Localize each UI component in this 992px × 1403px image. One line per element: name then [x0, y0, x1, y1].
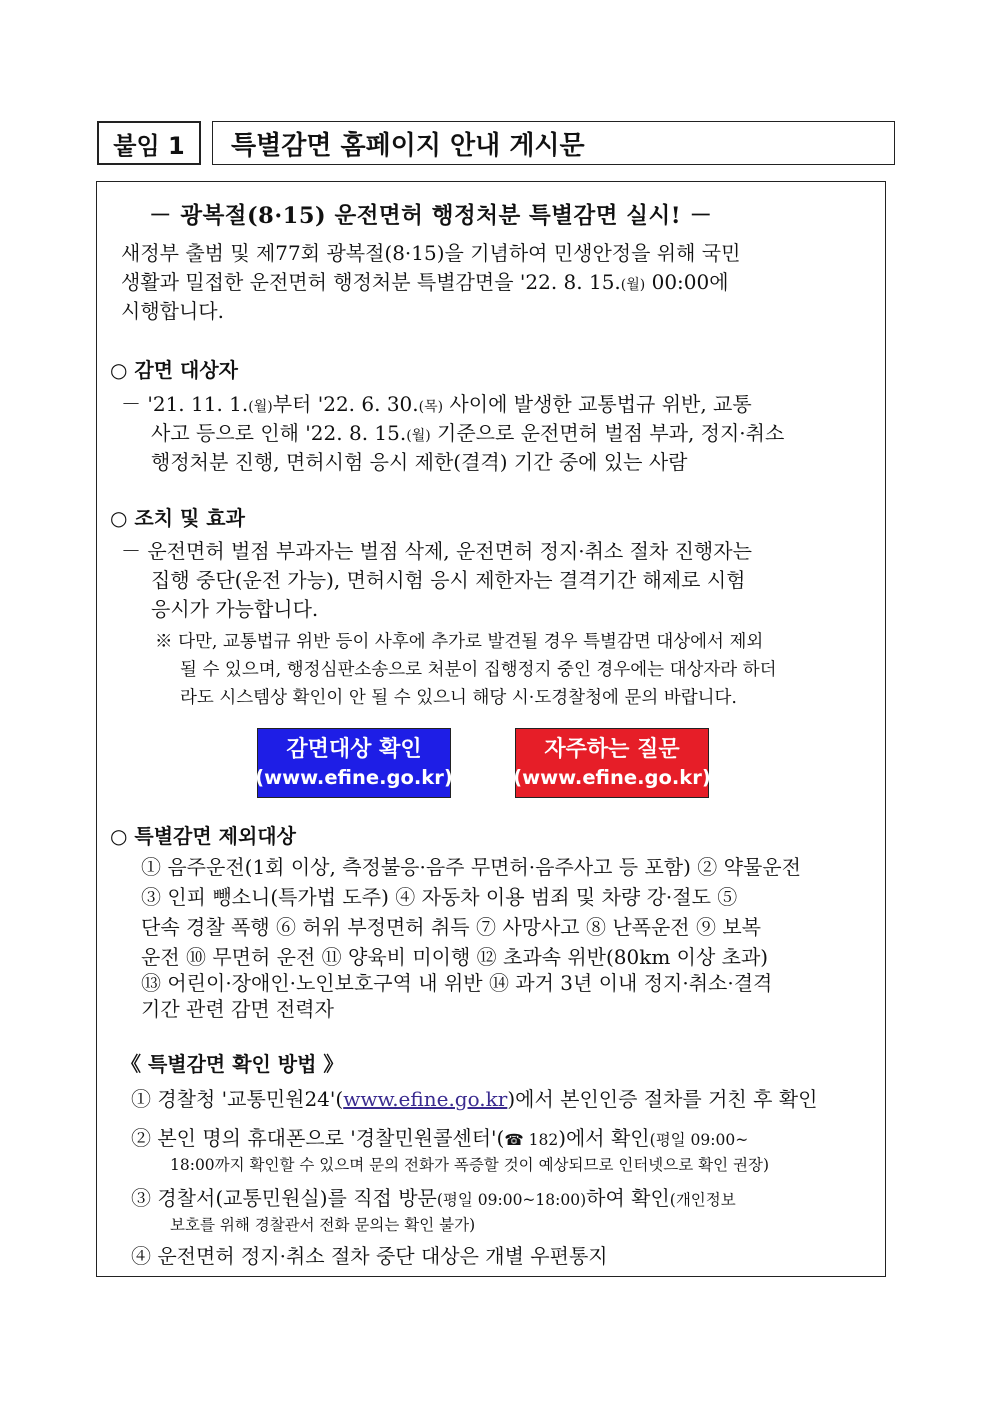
targets-line-2-text: 사고 등으로 인해 '22. 8. 15. [151, 421, 407, 445]
effects-line-2: 집행 중단(운전 가능), 면허시험 응시 제한자는 결격기간 해제로 시험 [151, 568, 746, 592]
intro-time: 00:00에 [645, 270, 729, 294]
faq-button[interactable] [515, 728, 709, 798]
check-method-2 [131, 1124, 748, 1155]
section-heading-targets: ○ 감면 대상자 [110, 358, 238, 382]
check-method-3-note: 보호를 위해 경찰관서 전화 문의는 확인 불가) [170, 1216, 476, 1234]
targets-weekday-2: (목) [418, 399, 444, 415]
intro-weekday: (월) [620, 277, 646, 293]
faq-url: (www.efine.go.kr) [513, 765, 711, 789]
effects-line-3: 응시가 가능합니다. [151, 597, 319, 621]
section-heading-how-to-check: 《 특별감면 확인 방법 》 [121, 1052, 344, 1076]
targets-line-1-rest: 사이에 발생한 교통법규 위반, 교통 [443, 392, 752, 416]
check-eligibility-button[interactable] [257, 728, 451, 798]
attachment-label: 붙임 1 [113, 131, 185, 160]
check-method-2-note: 18:00까지 확인할 수 있으며 문의 전화가 폭증할 것이 예상되므로 인터넷으로 확인 권장) [170, 1156, 770, 1174]
check-method-1 [131, 1085, 817, 1114]
title-text: 특별감면 홈페이지 안내 게시문 [231, 130, 585, 161]
check-method-3-text: ③ 경찰서(교통민원실)를 직접 방문 [131, 1186, 437, 1210]
intro-line-2 [121, 268, 729, 300]
check-method-3-hours: (평일 09:00~18:00) [436, 1191, 587, 1209]
effects-note-line-3: 라도 시스템상 확인이 안 될 수 있으니 해당 시·도경찰청에 문의 바랍니다. [180, 688, 737, 708]
check-eligibility-label: 감면대상 확인 [286, 736, 422, 762]
check-method-4: ④ 운전면허 정지·취소 절차 중단 대상은 개별 우편통지 [131, 1244, 608, 1268]
effects-note-line-2: 될 수 있으며, 행정심판소송으로 처분이 집행정지 중인 경우에는 대상자라 하더 [180, 660, 777, 680]
effects-line-1: － 운전면허 벌점 부과자는 벌점 삭제, 운전면허 정지·취소 절차 진행자는 [121, 539, 752, 563]
headline: － 광복절(8·15) 운전면허 행정처분 특별감면 실시! － [149, 203, 713, 229]
targets-date-start: － '21. 11. 1. [121, 392, 249, 416]
intro-line-2-text: 생활과 밀접한 운전면허 행정처분 특별감면을 '22. 8. 15. [121, 270, 621, 294]
page-title [212, 121, 895, 165]
exclusions-line-1: ① 음주운전(1회 이상, 측정불응·음주 무면허·음주사고 등 포함) ② 약물운전 [141, 855, 801, 879]
exclusions-line-4: 운전 ⑩ 무면허 운전 ⑪ 양육비 미이행 ⑫ 초과속 위반(80km 이상 초과) [141, 945, 769, 969]
targets-weekday-3: (월) [406, 428, 431, 444]
exclusions-line-6: 기간 관련 감면 전력자 [141, 997, 334, 1021]
check-method-2-rest: )에서 확인 [558, 1126, 650, 1150]
effects-note-line-1: ※ 다만, 교통법규 위반 등이 사후에 추가로 발견될 경우 특별감면 대상에서 제외 [155, 632, 764, 652]
call-center-phone: ☎ 182 [504, 1131, 559, 1149]
exclusions-line-2: ③ 인피 뺑소니(특가법 도주) ④ 자동차 이용 범죄 및 차량 강·절도 ⑤ [141, 885, 738, 909]
section-heading-effects: ○ 조치 및 효과 [110, 506, 245, 530]
targets-line-2-rest: 기준으로 운전면허 벌점 부과, 정지·취소 [430, 421, 785, 445]
check-method-3-rest: 하여 확인 [586, 1186, 670, 1210]
check-eligibility-url: (www.efine.go.kr) [255, 765, 453, 789]
exclusions-line-5: ⑬ 어린이·장애인·노인보호구역 내 위반 ⑭ 과거 3년 이내 정지·취소·결격 [141, 971, 773, 995]
targets-line-3: 행정처분 진행, 면허시험 응시 제한(결격) 기간 중에 있는 사람 [151, 450, 688, 474]
check-method-2-hours: (평일 09:00~ [649, 1131, 749, 1149]
check-method-1-rest: )에서 본인인증 절차를 거친 후 확인 [507, 1087, 818, 1111]
targets-line-2 [151, 419, 784, 451]
check-method-3 [131, 1184, 736, 1215]
targets-date-end: 부터 '22. 6. 30. [272, 392, 419, 416]
check-method-2-text: ② 본인 명의 휴대폰으로 '경찰민원콜센터'( [131, 1126, 505, 1150]
section-heading-exclusions: ○ 특별감면 제외대상 [110, 824, 296, 848]
targets-line-1 [121, 390, 752, 422]
check-method-3-note-start: (개인정보 [669, 1191, 736, 1209]
check-method-1-text: ① 경찰청 '교통민원24'( [131, 1087, 344, 1111]
intro-line-3: 시행합니다. [121, 299, 224, 323]
faq-label: 자주하는 질문 [544, 736, 680, 762]
attachment-tag [97, 121, 201, 165]
exclusions-line-3: 단속 경찰 폭행 ⑥ 허위 부정면허 취득 ⑦ 사망사고 ⑧ 난폭운전 ⑨ 보복 [141, 915, 761, 939]
targets-weekday-1: (월) [248, 399, 273, 415]
efine-link[interactable]: www.efine.go.kr [343, 1087, 508, 1111]
intro-line-1: 새정부 출범 및 제77회 광복절(8·15)을 기념하여 민생안정을 위해 국민 [121, 241, 741, 265]
